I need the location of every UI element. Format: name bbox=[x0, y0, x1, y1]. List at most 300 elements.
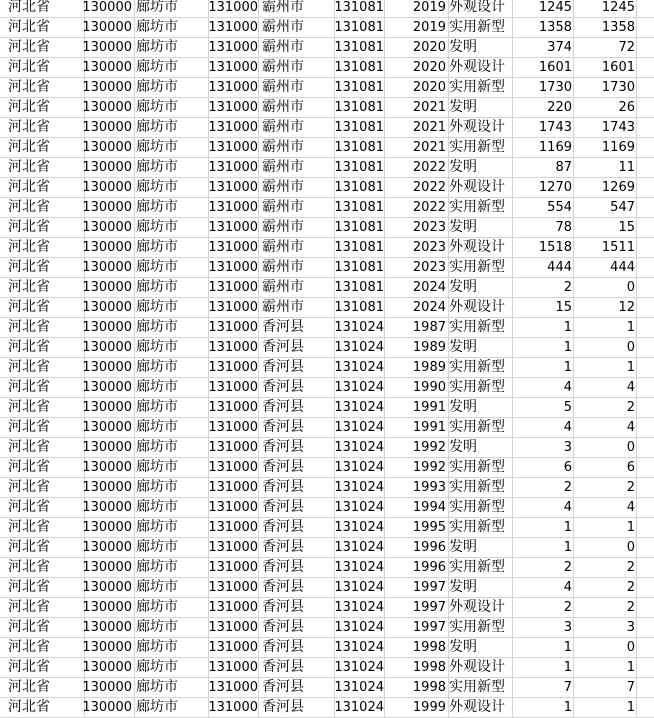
cell-province[interactable]: 河北省 bbox=[8, 699, 50, 715]
cell-county-code[interactable]: 131024 bbox=[334, 460, 384, 475]
cell-city-code[interactable]: 131000 bbox=[208, 140, 258, 155]
cell-city-code[interactable]: 131000 bbox=[208, 380, 258, 395]
cell-county-code[interactable]: 131024 bbox=[334, 320, 384, 335]
cell-value-b[interactable]: 15 bbox=[618, 220, 635, 235]
cell-county[interactable]: 霸州市 bbox=[262, 279, 304, 295]
cell-province[interactable]: 河北省 bbox=[8, 639, 50, 655]
cell-province-code[interactable]: 130000 bbox=[82, 660, 132, 675]
cell-province[interactable]: 河北省 bbox=[8, 559, 50, 575]
cell-city[interactable]: 廊坊市 bbox=[136, 419, 178, 435]
cell-county[interactable]: 霸州市 bbox=[262, 79, 304, 95]
cell-year[interactable]: 2020 bbox=[412, 80, 446, 95]
cell-province[interactable]: 河北省 bbox=[8, 99, 50, 115]
cell-value-a[interactable]: 2 bbox=[563, 280, 572, 295]
cell-value-a[interactable]: 3 bbox=[563, 620, 572, 635]
cell-county-code[interactable]: 131081 bbox=[334, 140, 384, 155]
cell-year[interactable]: 2021 bbox=[412, 120, 446, 135]
cell-province[interactable]: 河北省 bbox=[8, 0, 50, 15]
cell-province-code[interactable]: 130000 bbox=[82, 240, 132, 255]
cell-city[interactable]: 廊坊市 bbox=[136, 259, 178, 275]
cell-city-code[interactable]: 131000 bbox=[208, 300, 258, 315]
cell-year[interactable]: 1990 bbox=[412, 380, 446, 395]
cell-city-code[interactable]: 131000 bbox=[208, 560, 258, 575]
cell-province[interactable]: 河北省 bbox=[8, 459, 50, 475]
cell-patent-type[interactable]: 实用新型 bbox=[449, 559, 505, 575]
cell-province-code[interactable]: 130000 bbox=[82, 580, 132, 595]
cell-patent-type[interactable]: 实用新型 bbox=[449, 259, 505, 275]
cell-county-code[interactable]: 131081 bbox=[334, 100, 384, 115]
cell-patent-type[interactable]: 外观设计 bbox=[449, 699, 505, 715]
cell-city[interactable]: 廊坊市 bbox=[136, 499, 178, 515]
cell-province[interactable]: 河北省 bbox=[8, 379, 50, 395]
cell-value-b[interactable]: 11 bbox=[618, 160, 635, 175]
cell-year[interactable]: 1989 bbox=[412, 340, 446, 355]
cell-county-code[interactable]: 131081 bbox=[334, 0, 384, 15]
cell-value-a[interactable]: 3 bbox=[563, 440, 572, 455]
cell-patent-type[interactable]: 实用新型 bbox=[449, 19, 505, 35]
cell-city-code[interactable]: 131000 bbox=[208, 320, 258, 335]
cell-county[interactable]: 霸州市 bbox=[262, 139, 304, 155]
cell-province[interactable]: 河北省 bbox=[8, 19, 50, 35]
cell-city-code[interactable]: 131000 bbox=[208, 420, 258, 435]
cell-year[interactable]: 1997 bbox=[412, 600, 446, 615]
cell-province[interactable]: 河北省 bbox=[8, 619, 50, 635]
cell-county-code[interactable]: 131081 bbox=[334, 60, 384, 75]
cell-county[interactable]: 香河县 bbox=[262, 439, 304, 455]
cell-patent-type[interactable]: 实用新型 bbox=[449, 499, 505, 515]
cell-city[interactable]: 廊坊市 bbox=[136, 299, 178, 315]
cell-county-code[interactable]: 131024 bbox=[334, 400, 384, 415]
cell-patent-type[interactable]: 外观设计 bbox=[449, 59, 505, 75]
cell-county-code[interactable]: 131024 bbox=[334, 660, 384, 675]
cell-patent-type[interactable]: 实用新型 bbox=[449, 379, 505, 395]
cell-year[interactable]: 1998 bbox=[412, 680, 446, 695]
cell-city-code[interactable]: 131000 bbox=[208, 440, 258, 455]
cell-city[interactable]: 廊坊市 bbox=[136, 139, 178, 155]
cell-county-code[interactable]: 131024 bbox=[334, 440, 384, 455]
cell-patent-type[interactable]: 实用新型 bbox=[449, 419, 505, 435]
cell-patent-type[interactable]: 外观设计 bbox=[449, 119, 505, 135]
cell-patent-type[interactable]: 外观设计 bbox=[449, 299, 505, 315]
cell-county[interactable]: 香河县 bbox=[262, 699, 304, 715]
cell-value-b[interactable]: 72 bbox=[618, 40, 635, 55]
cell-value-a[interactable]: 220 bbox=[547, 100, 572, 115]
cell-city[interactable]: 廊坊市 bbox=[136, 519, 178, 535]
cell-city-code[interactable]: 131000 bbox=[208, 400, 258, 415]
cell-city-code[interactable]: 131000 bbox=[208, 100, 258, 115]
cell-county-code[interactable]: 131024 bbox=[334, 680, 384, 695]
cell-county[interactable]: 香河县 bbox=[262, 559, 304, 575]
cell-city[interactable]: 廊坊市 bbox=[136, 659, 178, 675]
cell-province[interactable]: 河北省 bbox=[8, 659, 50, 675]
cell-province[interactable]: 河北省 bbox=[8, 199, 50, 215]
cell-value-b[interactable]: 0 bbox=[626, 280, 635, 295]
cell-year[interactable]: 1998 bbox=[412, 660, 446, 675]
cell-county[interactable]: 霸州市 bbox=[262, 199, 304, 215]
cell-county-code[interactable]: 131024 bbox=[334, 360, 384, 375]
cell-province-code[interactable]: 130000 bbox=[82, 700, 132, 715]
cell-city-code[interactable]: 131000 bbox=[208, 460, 258, 475]
cell-year[interactable]: 2020 bbox=[412, 40, 446, 55]
cell-patent-type[interactable]: 实用新型 bbox=[449, 79, 505, 95]
cell-value-b[interactable]: 1730 bbox=[601, 80, 635, 95]
cell-county[interactable]: 香河县 bbox=[262, 639, 304, 655]
cell-patent-type[interactable]: 实用新型 bbox=[449, 359, 505, 375]
cell-county[interactable]: 霸州市 bbox=[262, 259, 304, 275]
cell-value-a[interactable]: 1 bbox=[563, 540, 572, 555]
cell-value-a[interactable]: 87 bbox=[555, 160, 572, 175]
cell-year[interactable]: 1995 bbox=[412, 520, 446, 535]
cell-province-code[interactable]: 130000 bbox=[82, 600, 132, 615]
cell-city[interactable]: 廊坊市 bbox=[136, 699, 178, 715]
cell-county[interactable]: 霸州市 bbox=[262, 0, 304, 15]
cell-county[interactable]: 香河县 bbox=[262, 419, 304, 435]
cell-county-code[interactable]: 131024 bbox=[334, 380, 384, 395]
cell-patent-type[interactable]: 外观设计 bbox=[449, 0, 505, 15]
cell-county[interactable]: 霸州市 bbox=[262, 59, 304, 75]
cell-province-code[interactable]: 130000 bbox=[82, 400, 132, 415]
cell-value-a[interactable]: 1245 bbox=[538, 0, 572, 15]
cell-value-a[interactable]: 1 bbox=[563, 520, 572, 535]
cell-county-code[interactable]: 131081 bbox=[334, 180, 384, 195]
cell-province[interactable]: 河北省 bbox=[8, 279, 50, 295]
cell-city-code[interactable]: 131000 bbox=[208, 660, 258, 675]
cell-year[interactable]: 2022 bbox=[412, 180, 446, 195]
cell-value-a[interactable]: 1518 bbox=[538, 240, 572, 255]
cell-city-code[interactable]: 131000 bbox=[208, 20, 258, 35]
cell-patent-type[interactable]: 发明 bbox=[449, 39, 477, 55]
cell-county-code[interactable]: 131024 bbox=[334, 700, 384, 715]
cell-city[interactable]: 廊坊市 bbox=[136, 379, 178, 395]
cell-patent-type[interactable]: 发明 bbox=[449, 539, 477, 555]
cell-year[interactable]: 1996 bbox=[412, 560, 446, 575]
cell-value-a[interactable]: 1730 bbox=[538, 80, 572, 95]
cell-value-b[interactable]: 1 bbox=[626, 660, 635, 675]
cell-patent-type[interactable]: 实用新型 bbox=[449, 679, 505, 695]
cell-province-code[interactable]: 130000 bbox=[82, 140, 132, 155]
cell-value-a[interactable]: 4 bbox=[563, 580, 572, 595]
cell-year[interactable]: 2022 bbox=[412, 200, 446, 215]
cell-city-code[interactable]: 131000 bbox=[208, 520, 258, 535]
cell-value-a[interactable]: 4 bbox=[563, 500, 572, 515]
cell-city[interactable]: 廊坊市 bbox=[136, 79, 178, 95]
cell-value-a[interactable]: 6 bbox=[563, 460, 572, 475]
cell-province-code[interactable]: 130000 bbox=[82, 100, 132, 115]
cell-province-code[interactable]: 130000 bbox=[82, 360, 132, 375]
cell-city-code[interactable]: 131000 bbox=[208, 620, 258, 635]
cell-county[interactable]: 霸州市 bbox=[262, 239, 304, 255]
cell-province[interactable]: 河北省 bbox=[8, 239, 50, 255]
cell-year[interactable]: 2019 bbox=[412, 20, 446, 35]
cell-province[interactable]: 河北省 bbox=[8, 259, 50, 275]
cell-province-code[interactable]: 130000 bbox=[82, 40, 132, 55]
cell-year[interactable]: 2023 bbox=[412, 260, 446, 275]
cell-value-b[interactable]: 1511 bbox=[601, 240, 635, 255]
cell-city-code[interactable]: 131000 bbox=[208, 200, 258, 215]
cell-value-a[interactable]: 4 bbox=[563, 420, 572, 435]
cell-year[interactable]: 1994 bbox=[412, 500, 446, 515]
cell-province-code[interactable]: 130000 bbox=[82, 480, 132, 495]
cell-county-code[interactable]: 131024 bbox=[334, 420, 384, 435]
cell-year[interactable]: 1992 bbox=[412, 440, 446, 455]
cell-county-code[interactable]: 131081 bbox=[334, 40, 384, 55]
cell-value-a[interactable]: 1169 bbox=[538, 140, 572, 155]
cell-province-code[interactable]: 130000 bbox=[82, 420, 132, 435]
cell-province-code[interactable]: 130000 bbox=[82, 640, 132, 655]
cell-value-b[interactable]: 1358 bbox=[601, 20, 635, 35]
cell-city[interactable]: 廊坊市 bbox=[136, 339, 178, 355]
cell-value-a[interactable]: 1 bbox=[563, 360, 572, 375]
cell-value-a[interactable]: 1 bbox=[563, 320, 572, 335]
cell-province[interactable]: 河北省 bbox=[8, 399, 50, 415]
cell-year[interactable]: 1993 bbox=[412, 480, 446, 495]
cell-province-code[interactable]: 130000 bbox=[82, 560, 132, 575]
cell-county[interactable]: 香河县 bbox=[262, 519, 304, 535]
cell-value-b[interactable]: 1 bbox=[626, 360, 635, 375]
cell-province[interactable]: 河北省 bbox=[8, 359, 50, 375]
cell-province[interactable]: 河北省 bbox=[8, 119, 50, 135]
cell-year[interactable]: 1991 bbox=[412, 400, 446, 415]
cell-value-b[interactable]: 0 bbox=[626, 540, 635, 555]
cell-county[interactable]: 香河县 bbox=[262, 499, 304, 515]
cell-province-code[interactable]: 130000 bbox=[82, 540, 132, 555]
cell-year[interactable]: 2021 bbox=[412, 140, 446, 155]
cell-county-code[interactable]: 131024 bbox=[334, 340, 384, 355]
cell-province-code[interactable]: 130000 bbox=[82, 260, 132, 275]
cell-city[interactable]: 廊坊市 bbox=[136, 59, 178, 75]
cell-value-b[interactable]: 0 bbox=[626, 640, 635, 655]
cell-patent-type[interactable]: 实用新型 bbox=[449, 199, 505, 215]
cell-province[interactable]: 河北省 bbox=[8, 419, 50, 435]
cell-value-a[interactable]: 15 bbox=[555, 300, 572, 315]
cell-value-b[interactable]: 12 bbox=[618, 300, 635, 315]
cell-province[interactable]: 河北省 bbox=[8, 139, 50, 155]
cell-year[interactable]: 1992 bbox=[412, 460, 446, 475]
cell-patent-type[interactable]: 实用新型 bbox=[449, 619, 505, 635]
cell-value-b[interactable]: 0 bbox=[626, 340, 635, 355]
cell-year[interactable]: 2024 bbox=[412, 300, 446, 315]
cell-province-code[interactable]: 130000 bbox=[82, 220, 132, 235]
cell-county-code[interactable]: 131081 bbox=[334, 260, 384, 275]
cell-county-code[interactable]: 131081 bbox=[334, 240, 384, 255]
cell-county-code[interactable]: 131024 bbox=[334, 600, 384, 615]
cell-value-b[interactable]: 6 bbox=[626, 460, 635, 475]
cell-year[interactable]: 1998 bbox=[412, 640, 446, 655]
cell-province[interactable]: 河北省 bbox=[8, 39, 50, 55]
cell-value-b[interactable]: 1743 bbox=[601, 120, 635, 135]
cell-province-code[interactable]: 130000 bbox=[82, 280, 132, 295]
cell-county-code[interactable]: 131024 bbox=[334, 640, 384, 655]
cell-province-code[interactable]: 130000 bbox=[82, 0, 132, 15]
cell-value-b[interactable]: 1269 bbox=[601, 180, 635, 195]
cell-value-b[interactable]: 1245 bbox=[601, 0, 635, 15]
cell-value-b[interactable]: 4 bbox=[626, 380, 635, 395]
cell-year[interactable]: 2021 bbox=[412, 100, 446, 115]
cell-city-code[interactable]: 131000 bbox=[208, 60, 258, 75]
cell-value-a[interactable]: 1358 bbox=[538, 20, 572, 35]
cell-city-code[interactable]: 131000 bbox=[208, 220, 258, 235]
cell-year[interactable]: 1999 bbox=[412, 700, 446, 715]
cell-city[interactable]: 廊坊市 bbox=[136, 219, 178, 235]
cell-city-code[interactable]: 131000 bbox=[208, 40, 258, 55]
cell-county-code[interactable]: 131081 bbox=[334, 160, 384, 175]
cell-patent-type[interactable]: 外观设计 bbox=[449, 239, 505, 255]
cell-patent-type[interactable]: 发明 bbox=[449, 339, 477, 355]
cell-county[interactable]: 霸州市 bbox=[262, 159, 304, 175]
cell-city-code[interactable]: 131000 bbox=[208, 120, 258, 135]
cell-county[interactable]: 霸州市 bbox=[262, 179, 304, 195]
cell-province[interactable]: 河北省 bbox=[8, 339, 50, 355]
cell-value-a[interactable]: 2 bbox=[563, 600, 572, 615]
cell-county-code[interactable]: 131024 bbox=[334, 560, 384, 575]
cell-city-code[interactable]: 131000 bbox=[208, 260, 258, 275]
cell-value-b[interactable]: 1 bbox=[626, 520, 635, 535]
cell-city-code[interactable]: 131000 bbox=[208, 680, 258, 695]
cell-province[interactable]: 河北省 bbox=[8, 299, 50, 315]
cell-county[interactable]: 香河县 bbox=[262, 679, 304, 695]
cell-value-b[interactable]: 3 bbox=[626, 620, 635, 635]
cell-value-b[interactable]: 4 bbox=[626, 420, 635, 435]
cell-province-code[interactable]: 130000 bbox=[82, 300, 132, 315]
cell-province-code[interactable]: 130000 bbox=[82, 200, 132, 215]
cell-province-code[interactable]: 130000 bbox=[82, 500, 132, 515]
cell-value-a[interactable]: 1 bbox=[563, 660, 572, 675]
cell-province[interactable]: 河北省 bbox=[8, 599, 50, 615]
cell-value-a[interactable]: 2 bbox=[563, 560, 572, 575]
cell-value-a[interactable]: 1 bbox=[563, 700, 572, 715]
cell-province[interactable]: 河北省 bbox=[8, 159, 50, 175]
cell-city-code[interactable]: 131000 bbox=[208, 480, 258, 495]
cell-province-code[interactable]: 130000 bbox=[82, 80, 132, 95]
cell-patent-type[interactable]: 发明 bbox=[449, 639, 477, 655]
cell-value-b[interactable]: 2 bbox=[626, 400, 635, 415]
cell-year[interactable]: 1987 bbox=[412, 320, 446, 335]
cell-county[interactable]: 香河县 bbox=[262, 539, 304, 555]
cell-value-a[interactable]: 1 bbox=[563, 340, 572, 355]
cell-city-code[interactable]: 131000 bbox=[208, 640, 258, 655]
cell-value-a[interactable]: 7 bbox=[563, 680, 572, 695]
cell-province[interactable]: 河北省 bbox=[8, 539, 50, 555]
cell-patent-type[interactable]: 实用新型 bbox=[449, 319, 505, 335]
cell-province-code[interactable]: 130000 bbox=[82, 520, 132, 535]
cell-city-code[interactable]: 131000 bbox=[208, 340, 258, 355]
cell-city-code[interactable]: 131000 bbox=[208, 80, 258, 95]
cell-city[interactable]: 廊坊市 bbox=[136, 19, 178, 35]
cell-value-a[interactable]: 374 bbox=[547, 40, 572, 55]
cell-county[interactable]: 香河县 bbox=[262, 319, 304, 335]
cell-value-b[interactable]: 547 bbox=[610, 200, 635, 215]
cell-patent-type[interactable]: 实用新型 bbox=[449, 519, 505, 535]
cell-patent-type[interactable]: 发明 bbox=[449, 99, 477, 115]
cell-county[interactable]: 霸州市 bbox=[262, 299, 304, 315]
cell-city[interactable]: 廊坊市 bbox=[136, 0, 178, 15]
cell-county[interactable]: 香河县 bbox=[262, 619, 304, 635]
cell-province[interactable]: 河北省 bbox=[8, 219, 50, 235]
cell-patent-type[interactable]: 发明 bbox=[449, 279, 477, 295]
cell-value-b[interactable]: 7 bbox=[626, 680, 635, 695]
cell-patent-type[interactable]: 外观设计 bbox=[449, 659, 505, 675]
cell-patent-type[interactable]: 实用新型 bbox=[449, 139, 505, 155]
cell-city[interactable]: 廊坊市 bbox=[136, 99, 178, 115]
cell-year[interactable]: 2020 bbox=[412, 60, 446, 75]
cell-city[interactable]: 廊坊市 bbox=[136, 679, 178, 695]
cell-city[interactable]: 廊坊市 bbox=[136, 579, 178, 595]
cell-year[interactable]: 1997 bbox=[412, 620, 446, 635]
cell-value-b[interactable]: 2 bbox=[626, 480, 635, 495]
cell-value-b[interactable]: 1169 bbox=[601, 140, 635, 155]
cell-city[interactable]: 廊坊市 bbox=[136, 159, 178, 175]
cell-province-code[interactable]: 130000 bbox=[82, 20, 132, 35]
cell-city[interactable]: 廊坊市 bbox=[136, 539, 178, 555]
cell-value-a[interactable]: 554 bbox=[547, 200, 572, 215]
cell-city[interactable]: 廊坊市 bbox=[136, 39, 178, 55]
cell-province-code[interactable]: 130000 bbox=[82, 680, 132, 695]
cell-city[interactable]: 廊坊市 bbox=[136, 359, 178, 375]
cell-province[interactable]: 河北省 bbox=[8, 579, 50, 595]
cell-province-code[interactable]: 130000 bbox=[82, 60, 132, 75]
cell-province[interactable]: 河北省 bbox=[8, 679, 50, 695]
cell-province[interactable]: 河北省 bbox=[8, 59, 50, 75]
cell-patent-type[interactable]: 实用新型 bbox=[449, 479, 505, 495]
cell-county[interactable]: 香河县 bbox=[262, 379, 304, 395]
cell-province-code[interactable]: 130000 bbox=[82, 440, 132, 455]
cell-value-a[interactable]: 78 bbox=[555, 220, 572, 235]
cell-year[interactable]: 2023 bbox=[412, 220, 446, 235]
cell-city[interactable]: 廊坊市 bbox=[136, 639, 178, 655]
cell-province[interactable]: 河北省 bbox=[8, 79, 50, 95]
cell-year[interactable]: 2024 bbox=[412, 280, 446, 295]
cell-patent-type[interactable]: 发明 bbox=[449, 399, 477, 415]
cell-county-code[interactable]: 131024 bbox=[334, 580, 384, 595]
cell-county-code[interactable]: 131024 bbox=[334, 620, 384, 635]
cell-city-code[interactable]: 131000 bbox=[208, 540, 258, 555]
cell-city[interactable]: 廊坊市 bbox=[136, 599, 178, 615]
cell-province-code[interactable]: 130000 bbox=[82, 320, 132, 335]
cell-county[interactable]: 霸州市 bbox=[262, 219, 304, 235]
cell-city[interactable]: 廊坊市 bbox=[136, 559, 178, 575]
cell-patent-type[interactable]: 外观设计 bbox=[449, 179, 505, 195]
cell-value-b[interactable]: 1 bbox=[626, 700, 635, 715]
cell-county-code[interactable]: 131024 bbox=[334, 540, 384, 555]
cell-city-code[interactable]: 131000 bbox=[208, 600, 258, 615]
cell-value-a[interactable]: 1270 bbox=[538, 180, 572, 195]
cell-province-code[interactable]: 130000 bbox=[82, 620, 132, 635]
cell-year[interactable]: 2023 bbox=[412, 240, 446, 255]
cell-county-code[interactable]: 131081 bbox=[334, 120, 384, 135]
cell-city[interactable]: 廊坊市 bbox=[136, 459, 178, 475]
cell-value-a[interactable]: 2 bbox=[563, 480, 572, 495]
cell-county[interactable]: 香河县 bbox=[262, 459, 304, 475]
cell-county[interactable]: 霸州市 bbox=[262, 19, 304, 35]
cell-county-code[interactable]: 131081 bbox=[334, 300, 384, 315]
cell-county[interactable]: 香河县 bbox=[262, 659, 304, 675]
cell-province-code[interactable]: 130000 bbox=[82, 180, 132, 195]
cell-city-code[interactable]: 131000 bbox=[208, 280, 258, 295]
cell-year[interactable]: 1997 bbox=[412, 580, 446, 595]
cell-province-code[interactable]: 130000 bbox=[82, 460, 132, 475]
cell-value-b[interactable]: 2 bbox=[626, 580, 635, 595]
cell-county-code[interactable]: 131081 bbox=[334, 80, 384, 95]
cell-year[interactable]: 1991 bbox=[412, 420, 446, 435]
cell-county[interactable]: 香河县 bbox=[262, 479, 304, 495]
cell-value-b[interactable]: 2 bbox=[626, 600, 635, 615]
cell-county-code[interactable]: 131024 bbox=[334, 500, 384, 515]
cell-patent-type[interactable]: 外观设计 bbox=[449, 599, 505, 615]
cell-value-b[interactable]: 26 bbox=[618, 100, 635, 115]
cell-value-b[interactable]: 1601 bbox=[601, 60, 635, 75]
cell-province[interactable]: 河北省 bbox=[8, 319, 50, 335]
cell-city-code[interactable]: 131000 bbox=[208, 580, 258, 595]
